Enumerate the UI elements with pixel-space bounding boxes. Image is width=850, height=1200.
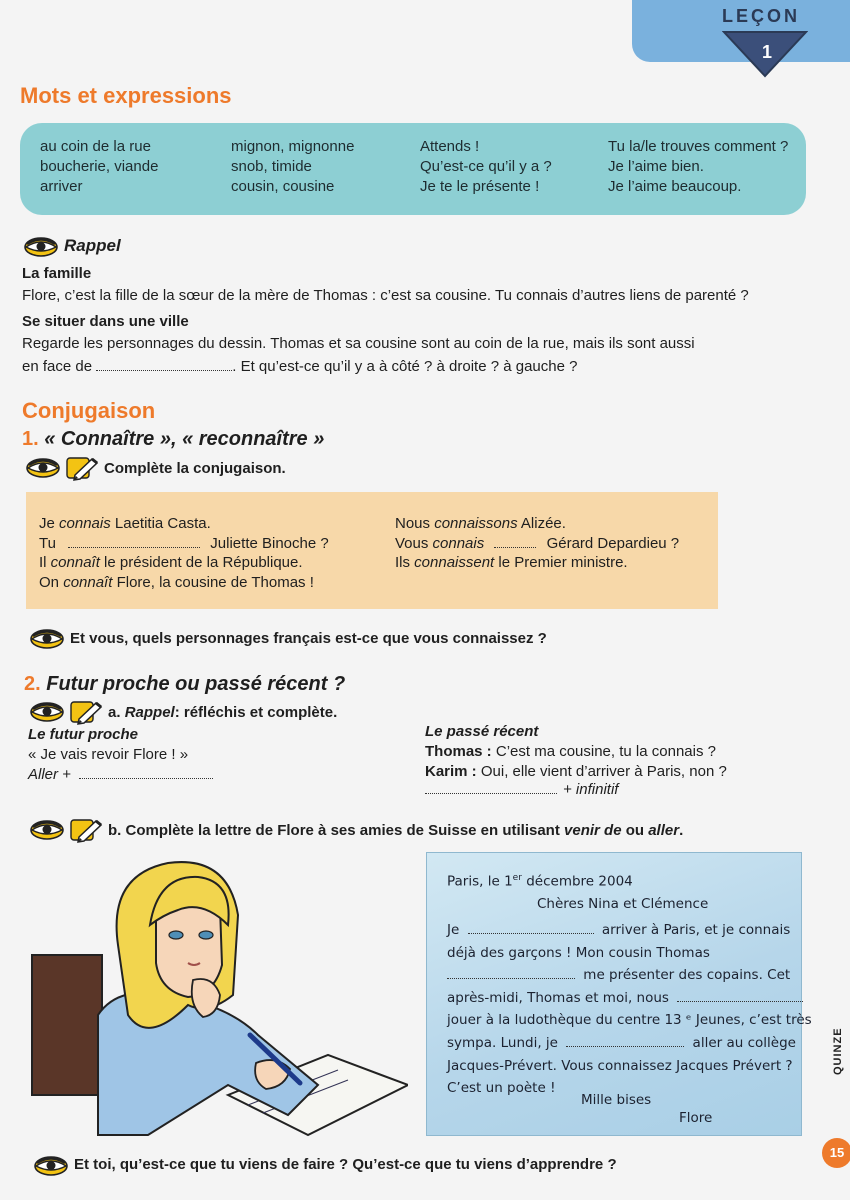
vocab-item: au coin de la rue	[40, 138, 151, 155]
girl-writing-illustration	[28, 855, 408, 1145]
vocab-column-3	[420, 137, 552, 197]
karim-line: Karim : Oui, elle vient d’arriver à Paris, non ?	[425, 763, 727, 780]
letter-closing: Mille bises	[581, 1092, 652, 1108]
passe-formula: + infinitif	[425, 780, 618, 800]
conj-line: On connaît Flore, la cousine de Thomas !	[39, 573, 314, 591]
fill-blank[interactable]	[677, 989, 803, 1002]
famille-text: Flore, c’est la fille de la sœur de la mère de Thomas : c’est sa cousine. Tu connais d’autres liens de parenté ?	[22, 287, 749, 304]
vocab-item: snob, timide	[231, 158, 312, 175]
lesson-number: 1	[761, 42, 772, 62]
conj-line: Je connais Laetitia Casta.	[39, 515, 211, 532]
vocab-item: Je l’aime bien.	[608, 158, 704, 175]
conj-line: Ils connaissent le Premier ministre.	[395, 554, 628, 571]
letter-body: Je arriver à Paris, et je connais déjà des garçons ! Mon cousin Thomas me présenter des copains. Cet après-midi, Thomas et moi, nous jouer à la ludothèque du centre 13 ᵉ Jeunes, c’est très sympa. Lundi, je aller au collège Jacques-Prévert. Vous connaissez Jacques Prévert ? C’est un poète !	[447, 922, 812, 1097]
exercise-1-title	[22, 428, 324, 451]
eye-icon	[34, 1156, 68, 1176]
situer-text-part: . Et qu’est-ce qu’il y a à côté ? à droite ? à gauche ?	[232, 358, 578, 375]
conj-line: Nous connaissons Alizée.	[395, 515, 566, 532]
pencil-icon	[66, 455, 100, 481]
conjugation-box	[26, 492, 718, 609]
page-number: 15	[822, 1138, 850, 1168]
futur-quote: « Je vais revoir Flore ! »	[28, 746, 189, 763]
vocab-item: boucherie, viande	[40, 158, 159, 175]
fill-blank[interactable]	[566, 1034, 684, 1047]
situer-text: Regarde les personnages du dessin. Thomas et sa cousine sont au coin de la rue, mais ils sont aussi	[22, 335, 695, 352]
exercise-title: Futur proche ou passé récent ?	[46, 673, 346, 695]
fill-blank[interactable]	[425, 781, 557, 794]
vocab-item: arriver	[40, 178, 83, 195]
pencil-icon	[70, 699, 104, 725]
conjugation-left	[39, 514, 329, 592]
vocab-item: Je l’aime beaucoup.	[608, 178, 742, 195]
vocab-column-1	[40, 137, 158, 197]
letter-card	[426, 852, 812, 1136]
exercise-number: 1.	[22, 428, 39, 450]
vocab-column-2	[231, 137, 354, 197]
page-word: QUINZE	[832, 1027, 844, 1075]
exercise-2-title	[24, 673, 345, 696]
situer-title: Se situer dans une ville	[22, 313, 189, 330]
conjugaison-title: Conjugaison	[22, 398, 156, 423]
eye-icon	[30, 702, 64, 722]
exercise-number: 2.	[24, 673, 41, 695]
conjugation-right	[395, 514, 679, 573]
mots-title: Mots et expressions	[20, 83, 232, 108]
conjugation-question: Et vous, quels personnages français est-ce que vous connaissez ?	[70, 630, 547, 647]
exercise-2a-instruction: a. Rappel: réfléchis et complète.	[108, 704, 338, 721]
fill-blank[interactable]	[447, 966, 575, 979]
conj-line: Tu Juliette Binoche ?	[39, 534, 329, 552]
eye-icon	[26, 458, 60, 478]
vocab-item: Je te le présente !	[420, 178, 540, 195]
exercise-2b-instruction: b. Complète la lettre de Flore à ses amies de Suisse en utilisant venir de ou aller.	[108, 822, 684, 839]
situer-text-line2	[22, 357, 577, 377]
conj-line: Vous connais Gérard Depardieu ?	[395, 534, 680, 552]
futur-proche-title: Le futur proche	[28, 726, 139, 743]
vocab-item: Qu’est-ce qu’il y a ?	[420, 158, 552, 175]
vocab-item: Attends !	[420, 138, 480, 155]
conj-line: Il connaît le président de la République.	[39, 554, 303, 571]
fill-blank[interactable]	[494, 535, 536, 548]
letter-signature: Flore	[679, 1110, 713, 1126]
fill-blank[interactable]	[68, 535, 200, 548]
vocab-column-4	[608, 137, 788, 197]
situer-text-part: en face de	[22, 358, 93, 375]
vocab-item: cousin, cousine	[231, 178, 335, 195]
eye-icon	[30, 820, 64, 840]
letter-greeting: Chères Nina et Clémence	[537, 896, 709, 912]
rappel-label: Rappel	[64, 236, 121, 255]
exercise-1-instruction: Complète la conjugaison.	[104, 460, 286, 477]
futur-aller: Aller +	[28, 765, 213, 785]
thomas-line: Thomas : C’est ma cousine, tu la connais ?	[425, 743, 716, 760]
eye-icon	[24, 237, 58, 257]
vocab-item: mignon, mignonne	[231, 138, 355, 155]
fill-blank[interactable]	[79, 766, 213, 779]
lesson-label: LEÇON	[722, 6, 800, 26]
vocab-box	[20, 123, 806, 215]
pencil-icon	[70, 817, 104, 843]
vocab-item: Tu la/le trouves comment ?	[608, 138, 789, 155]
passe-recent-title: Le passé récent	[425, 723, 539, 740]
final-question: Et toi, qu’est-ce que tu viens de faire ? Qu’est-ce que tu viens d’apprendre ?	[74, 1156, 617, 1173]
eye-icon	[30, 629, 64, 649]
famille-title: La famille	[22, 265, 92, 282]
fill-blank[interactable]	[96, 358, 232, 371]
fill-blank[interactable]	[468, 921, 594, 934]
exercise-title: « Connaître », « reconnaître »	[44, 428, 325, 450]
letter-date: Paris, le 1er décembre 2004	[447, 873, 633, 890]
